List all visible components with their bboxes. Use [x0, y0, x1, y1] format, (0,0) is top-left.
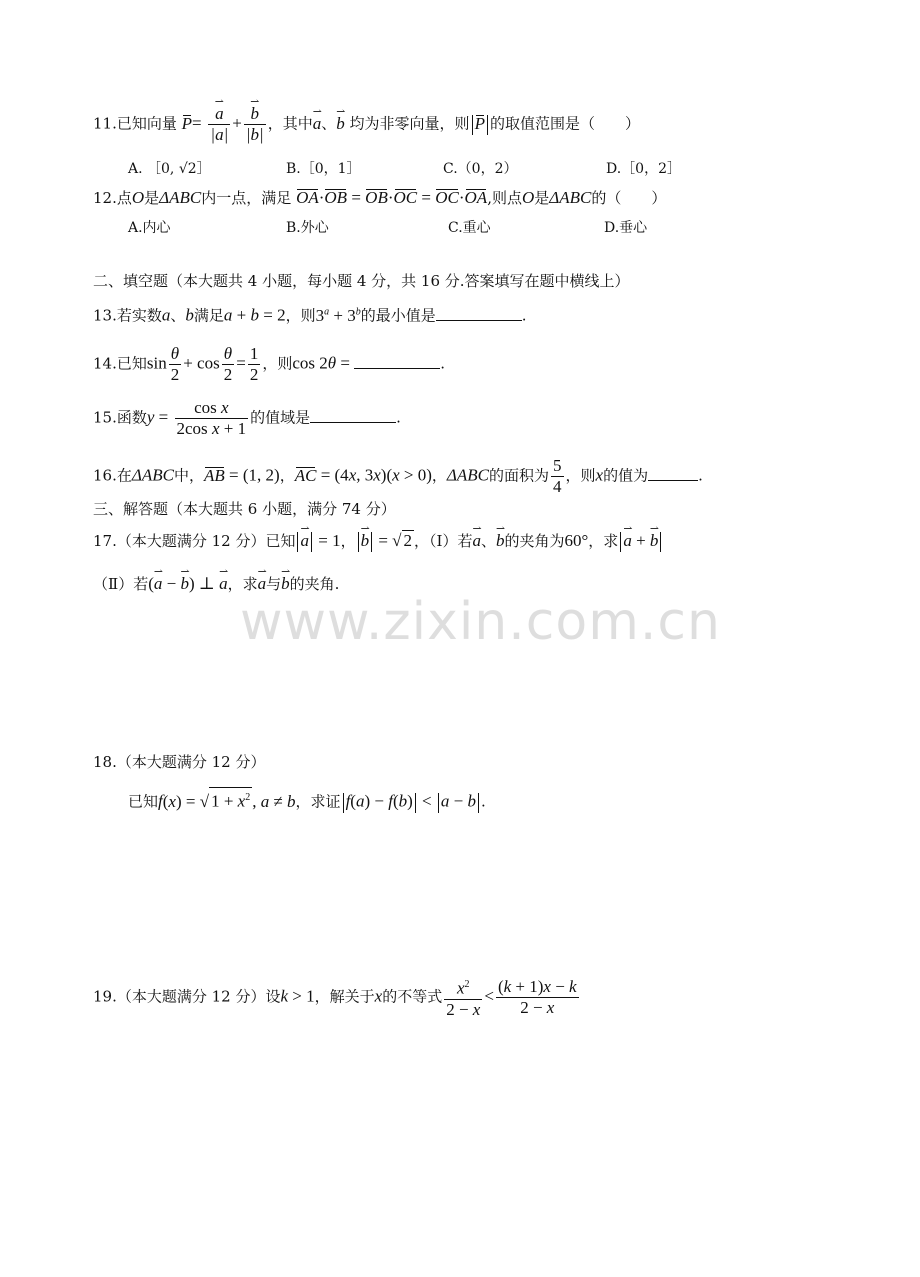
q12-text5: 是	[534, 189, 550, 207]
question-17-part-2: （Ⅱ）若(⇀ a − ⇀ b) ⊥ ⇀ a，求⇀ a与⇀ b的夹角.	[93, 574, 339, 594]
q11-option-d: D.［0，2］	[606, 161, 681, 177]
q14-end: .	[440, 354, 445, 373]
q17-number: 17.	[93, 532, 117, 550]
q11-option-a: A. ［0, √2］	[128, 161, 211, 177]
q17-text2: ，	[340, 532, 356, 550]
q15-text1: 函数	[116, 408, 147, 427]
vector-p: P	[181, 113, 193, 133]
q16-answer-blank[interactable]	[648, 466, 698, 481]
q15-number: 15.	[93, 408, 117, 427]
q12-number: 12.	[93, 189, 117, 207]
frac-a-over-norm-a: ⇀ $\frac{a}{|a|}$	[208, 104, 230, 145]
q12-text3: 内一点，满足	[201, 189, 292, 207]
q19-number: 19.	[93, 987, 117, 1006]
q16-number: 16.	[93, 466, 117, 485]
q13-text4: 的最小值是	[360, 306, 436, 325]
q18-end: .	[480, 792, 486, 811]
q11-option-b: B.［0，1］	[286, 161, 361, 177]
q16-text5: 的面积为	[489, 466, 550, 485]
q12-option-a: A.内心	[128, 220, 171, 236]
question-15: 15.函数y = $\frac{\text{cos x}}{\text{2cos x + 1}}$ 的值域是 .	[93, 398, 401, 438]
q19-text2: ，解关于	[314, 987, 375, 1006]
q12-text1: 点	[116, 189, 132, 207]
q11-sep: 、	[321, 114, 337, 133]
q16-text4: ，	[431, 466, 447, 485]
question-12: 12.点O是ΔABC内一点，满足 OA·OB = OB·OC = OC·OA,则点O是ΔABC的（ ）	[93, 188, 667, 207]
q13-text2: 满足	[193, 306, 224, 325]
q13-end: .	[521, 306, 527, 325]
q17-line2d: 的夹角.	[289, 575, 340, 593]
q11-suffix: 的取值范围是（ ）	[489, 114, 640, 133]
q18-text1: 已知	[128, 792, 159, 811]
q17-text1: （本大题满分 12 分）已知	[116, 532, 296, 550]
q12-option-c: C.重心	[448, 220, 491, 236]
q16-text3: ，	[279, 466, 295, 485]
section-2-heading: 二、填空题（本大题共 4 小题，每小题 4 分，共 16 分.答案填写在题中横线上）	[93, 272, 630, 290]
q13-number: 13.	[93, 306, 117, 325]
q15-text2: 的值域是	[250, 408, 311, 427]
q17-text4: 的夹角为	[504, 532, 565, 550]
q14-answer-blank[interactable]	[354, 354, 440, 369]
q14-number: 14.	[93, 354, 117, 373]
q11-option-c: C.（0，2）	[443, 161, 518, 177]
q13-sep: 、	[170, 306, 186, 325]
question-16: 16.在ΔABC中，AB = (1, 2)，AC = (4x, 3x)(x > 0)，ΔABC的面积为 $\frac{5}{4}$ ，则x的值为 .	[93, 456, 703, 496]
q16-text7: 的值为	[603, 466, 649, 485]
q11-mid: ，其中	[267, 114, 313, 133]
q13-text3: ，则	[285, 306, 316, 325]
q15-end: .	[396, 408, 401, 427]
frac-b-over-norm-b: ⇀ $\frac{b}{|b|}$	[244, 104, 266, 145]
q12-option-b: B.外心	[286, 220, 329, 236]
question-18: 已知f(x) = √ $1 + x^2$ , a ≠ b，求证 f(a) − f(b) < a − b .	[128, 787, 486, 813]
q15-answer-blank[interactable]	[310, 408, 396, 423]
question-19: 19.（本大题满分 12 分）设k > 1，解关于x的不等式 $\frac{x^2}{2 - x}$ < $\frac{(k + 1)x - k}{2 - x}$	[93, 976, 577, 1019]
q16-text1: 在	[116, 466, 132, 485]
q17-line2c: 与	[266, 575, 282, 593]
question-11: 11.已知向量 P= ⇀ $\frac{a}{|a|}$ + ⇀ $\frac{b}{|b|}$ ，其中⇀ a、⇀ b 均为非零向量，则 P 的取值范围是（ ）	[93, 104, 640, 145]
q19-text1: （本大题满分 12 分）设	[116, 987, 281, 1006]
q11-prefix: 已知向量	[116, 114, 177, 133]
q12-option-d: D.垂心	[604, 220, 648, 236]
q13-text1: 若实数	[116, 306, 162, 325]
q17-text5: ，求	[588, 532, 619, 550]
q17-line2b: ，求	[227, 575, 258, 593]
q14-text1: 已知	[116, 354, 147, 373]
q16-text6: ，则	[565, 466, 596, 485]
q17-sep: 、	[480, 532, 496, 550]
q11-mid2: 均为非零向量，则	[349, 114, 470, 133]
q17-text3: ，（Ⅰ）若	[414, 532, 473, 550]
q14-text2: ，则	[262, 354, 293, 373]
q18-text2: ，求证	[295, 792, 341, 811]
question-17: 17.（本大题满分 12 分）已知⇀ a = 1，⇀ b = √ 2 ，（Ⅰ）若⇀ a、⇀ b的夹角为60°，求⇀ a + ⇀ b	[93, 530, 663, 552]
q19-text3: 的不等式	[382, 987, 443, 1006]
q17-line2a: （Ⅱ）若	[93, 575, 149, 593]
question-18-title: 18.（本大题满分 12 分）	[93, 753, 266, 771]
q12-text2: 是	[144, 189, 160, 207]
q11-number: 11.	[93, 114, 117, 133]
question-14: 14.已知sin $\frac{\theta}{2}$ + cos $\frac{\theta}{2}$ = $\frac{1}{2}$ ，则cos 2θ = .	[93, 344, 445, 384]
q12-text4: ,则点	[487, 189, 522, 207]
watermark: www.zixin.com.cn	[240, 592, 721, 652]
q12-text6: 的（ ）	[591, 189, 667, 207]
q13-answer-blank[interactable]	[436, 306, 522, 321]
question-13: 13.若实数a、b满足a + b = 2，则$3^a + 3^b$的最小值是 .	[93, 305, 527, 325]
q16-end: .	[698, 466, 703, 485]
section-3-heading: 三、解答题（本大题共 6 小题，满分 74 分）	[93, 500, 396, 518]
q16-text2: 中，	[173, 466, 204, 485]
